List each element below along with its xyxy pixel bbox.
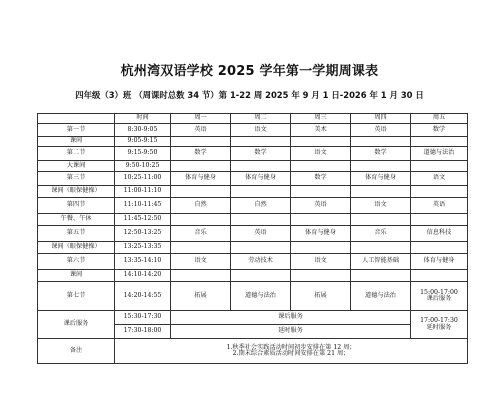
header-cell-mon: 周一 <box>171 114 231 124</box>
subject-cell: 体育与健身 <box>411 254 468 270</box>
subject-cell: 道德与法治 <box>351 282 411 311</box>
subject-cell: 语文 <box>171 254 231 270</box>
subject-cell: 体育与健身 <box>351 172 411 186</box>
empty-cell <box>291 242 351 254</box>
table-row <box>38 172 468 186</box>
empty-cell <box>171 137 231 147</box>
subject-cell: 语文 <box>411 172 468 186</box>
period-time: 8:30-9:05 <box>115 124 171 137</box>
subject-cell: 语文 <box>291 254 351 270</box>
table-row <box>38 147 468 161</box>
period-label: 第五节 <box>38 226 115 242</box>
notes-label: 备注 <box>38 339 115 364</box>
subject-cell: 劳动技术 <box>231 254 291 270</box>
subject-cell: 美术 <box>291 124 351 137</box>
subject-cell: 语文 <box>231 124 291 137</box>
empty-cell <box>351 186 411 198</box>
empty-cell <box>171 214 231 226</box>
page-title: 杭州湾双语学校 2025 学年第一学期周课表 <box>120 64 379 79</box>
empty-cell <box>291 137 351 147</box>
period-time: 11:00-11:10 <box>115 186 171 198</box>
table-row <box>38 254 468 270</box>
header-cell-fri: 周五 <box>411 114 468 124</box>
period-time: 14:10-14:20 <box>115 270 171 282</box>
period-time: 13:25-13:35 <box>115 242 171 254</box>
subject-cell: 信息科技 <box>411 226 468 242</box>
empty-cell <box>351 242 411 254</box>
subject-cell: 数学 <box>291 172 351 186</box>
empty-cell <box>231 242 291 254</box>
period-time: 13:35-14:10 <box>115 254 171 270</box>
table-row <box>38 214 468 226</box>
table-row <box>38 161 468 172</box>
period-label: 第一节 <box>38 124 115 137</box>
subject-cell: 体育与健身 <box>291 226 351 242</box>
empty-cell <box>231 214 291 226</box>
notes-row <box>38 339 468 364</box>
subject-cell: 语文 <box>291 147 351 161</box>
empty-cell <box>171 186 231 198</box>
table-row <box>38 242 468 254</box>
empty-cell <box>411 242 468 254</box>
empty-cell <box>171 242 231 254</box>
subject-cell: 英语 <box>351 124 411 137</box>
period-label: 大课间 <box>38 161 115 172</box>
subject-cell: 数学 <box>411 124 468 137</box>
header-cell <box>38 114 115 124</box>
subject-cell: 音乐 <box>171 226 231 242</box>
header-cell-thu: 周四 <box>351 114 411 124</box>
table-row <box>38 311 468 325</box>
period-label: 课间 <box>38 137 115 147</box>
period-label: 课间 <box>38 270 115 282</box>
header-row <box>38 114 468 124</box>
table-row <box>38 226 468 242</box>
period-label: 第六节 <box>38 254 115 270</box>
friday-after-school-cell <box>411 282 468 311</box>
empty-cell <box>291 186 351 198</box>
empty-cell <box>411 186 468 198</box>
period-time: 11:10-11:45 <box>115 198 171 214</box>
subject-cell: 数学 <box>231 147 291 161</box>
note-line: 2.期末综合素质活动时间安排在第 21 周； <box>232 350 350 357</box>
period-label: 课间（眼保健操） <box>38 242 115 254</box>
subject-cell: 数学 <box>351 147 411 161</box>
after-school-time: 15:30-17:30 <box>115 311 171 325</box>
header-cell-tue: 周二 <box>231 114 291 124</box>
period-time: 10:25-11:00 <box>115 172 171 186</box>
subject-cell: 音乐 <box>351 226 411 242</box>
subject-cell: 自然 <box>171 198 231 214</box>
empty-cell <box>411 161 468 172</box>
period-label: 午餐、午休 <box>38 214 115 226</box>
subject-cell: 体育与健身 <box>231 172 291 186</box>
subject-cell: 自然 <box>231 198 291 214</box>
subject-cell: 拓展 <box>291 282 351 311</box>
subject-cell: 拓展 <box>171 282 231 311</box>
empty-cell <box>291 270 351 282</box>
empty-cell <box>171 161 231 172</box>
extended-service: 延时服务 <box>171 325 411 339</box>
empty-cell <box>351 137 411 147</box>
empty-cell <box>291 214 351 226</box>
period-time: 11:45-12:50 <box>115 214 171 226</box>
friday-after-school-time: 15:00-17:00 <box>420 288 458 296</box>
subject-cell: 数学 <box>171 147 231 161</box>
empty-cell <box>231 137 291 147</box>
empty-cell <box>171 270 231 282</box>
empty-cell <box>231 161 291 172</box>
after-school-service: 课后服务 <box>171 311 411 325</box>
empty-cell <box>351 161 411 172</box>
table-row <box>38 198 468 214</box>
empty-cell <box>231 186 291 198</box>
subject-cell: 英语 <box>291 198 351 214</box>
period-time: 14:20-14:55 <box>115 282 171 311</box>
subject-cell: 人工智能基础 <box>351 254 411 270</box>
timetable <box>37 113 468 364</box>
period-label: 第二节 <box>38 147 115 161</box>
table-row <box>38 137 468 147</box>
period-label: 课间（眼保健操） <box>38 186 115 198</box>
subject-cell: 英语 <box>411 198 468 214</box>
empty-cell <box>291 161 351 172</box>
period-label: 第三节 <box>38 172 115 186</box>
empty-cell <box>411 270 468 282</box>
empty-cell <box>351 214 411 226</box>
period-time: 9:15-9:50 <box>115 147 171 161</box>
table-row <box>38 282 468 311</box>
empty-cell <box>411 137 468 147</box>
period-time: 9:05-9:15 <box>115 137 171 147</box>
subject-cell: 体育与健身 <box>171 172 231 186</box>
friday-extended-time: 17:00-17:30 <box>420 317 458 324</box>
after-school-label: 课后服务 <box>38 311 115 339</box>
period-label: 第四节 <box>38 198 115 214</box>
extended-time: 17:30-18:00 <box>115 325 171 339</box>
subject-cell: 道德与法治 <box>231 282 291 311</box>
friday-after-school-label: 课后服务 <box>426 295 452 302</box>
period-time: 9:50-10:25 <box>115 161 171 172</box>
subject-cell: 英语 <box>231 226 291 242</box>
table-row <box>38 186 468 198</box>
subject-cell: 道德与法治 <box>411 147 468 161</box>
notes-content <box>115 339 468 364</box>
page-subtitle: 四年级（3）班 （周课时总数 34 节）第 1-22 周 2025 年 9 月 1 日-2026 年 1 月 30 日 <box>75 90 424 100</box>
note-line: 1.秋季社会实践活动时间初步安排在第 12 周； <box>226 343 356 351</box>
header-cell-time: 时间 <box>115 114 171 124</box>
subject-cell: 英语 <box>171 124 231 137</box>
friday-extended-cell <box>411 311 468 339</box>
period-label: 第七节 <box>38 282 115 311</box>
table-row <box>38 270 468 282</box>
empty-cell <box>411 214 468 226</box>
empty-cell <box>351 270 411 282</box>
friday-extended-label: 延时服务 <box>426 323 452 331</box>
subject-cell: 语文 <box>351 198 411 214</box>
table-row <box>38 124 468 137</box>
empty-cell <box>231 270 291 282</box>
header-cell-wed: 周三 <box>291 114 351 124</box>
period-time: 12:50-13:25 <box>115 226 171 242</box>
